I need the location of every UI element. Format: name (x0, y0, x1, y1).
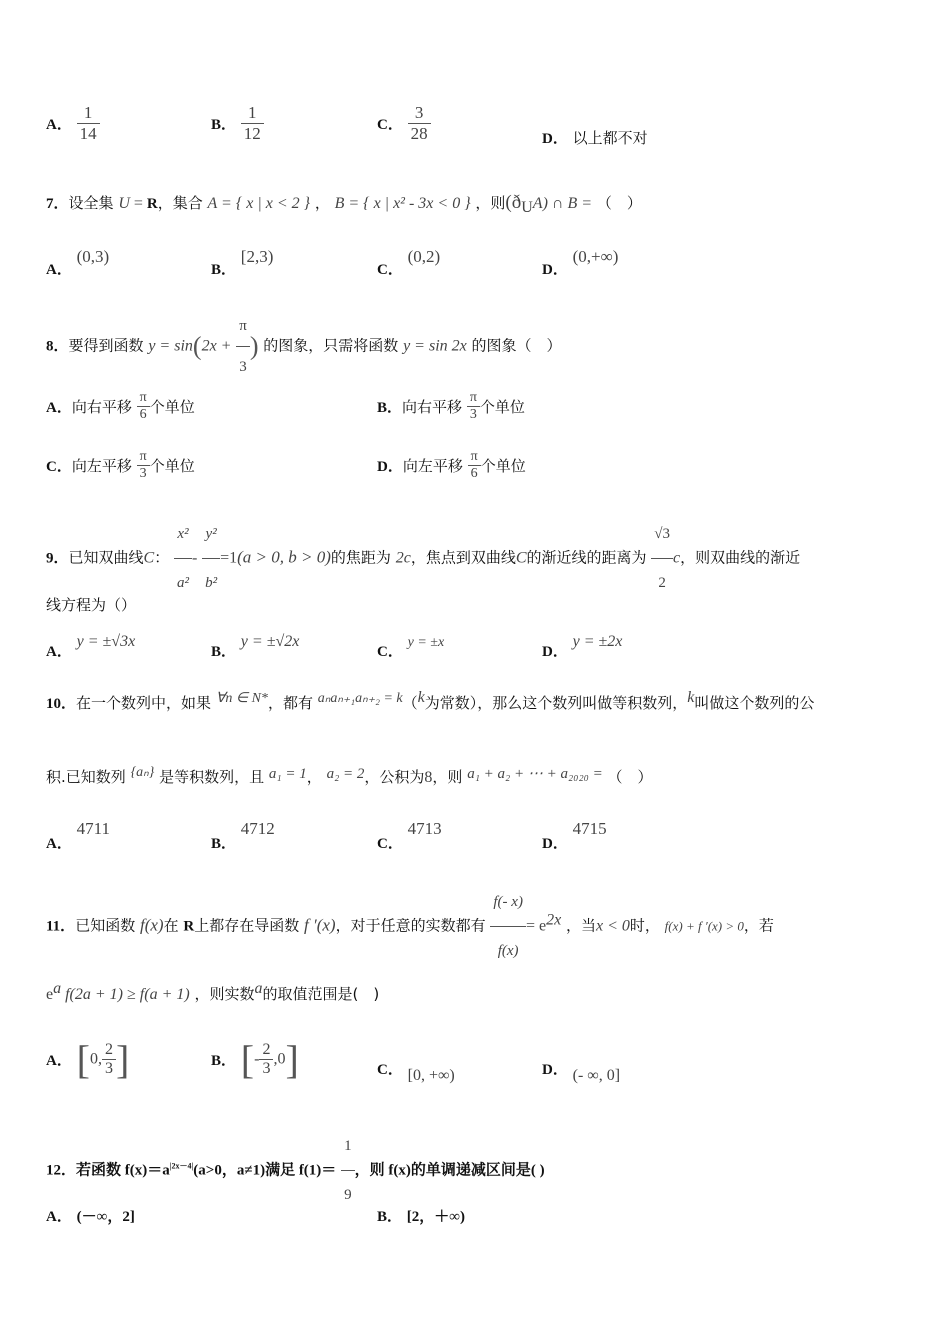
option-label: D． (377, 459, 403, 475)
option-label: B． (211, 262, 237, 278)
math-fx: f(x) (139, 915, 164, 935)
q6-option-d (542, 127, 648, 148)
q10-option-a (46, 818, 110, 852)
option-text: 个单位 (480, 457, 526, 475)
option-label: B． (211, 117, 237, 133)
q9-stem (46, 510, 800, 607)
stem-text: ，则 (432, 768, 463, 786)
option-value: 4715 (572, 819, 607, 838)
math-seq: {aₙ} (130, 765, 155, 780)
math-op: - (192, 549, 198, 567)
option-value: y = ±2x (572, 633, 623, 650)
option-value: y = ±√2x (240, 633, 300, 650)
q11-option-c (377, 1064, 455, 1085)
stem-text: 的图象（ ） (471, 336, 562, 355)
stem-text: ，当 (565, 916, 596, 935)
math-r: R (146, 196, 158, 212)
math-op: = e (525, 917, 547, 935)
q11-stem-line2 (46, 980, 379, 1004)
q11-option-b: B． [- $\frac{2}{3}$ ,0] (211, 1037, 299, 1082)
math-r: R (183, 918, 195, 935)
stem-text: ， (306, 768, 322, 786)
math-u: U (118, 195, 130, 212)
option-label: B． (211, 644, 237, 660)
math-exp: a (53, 980, 62, 997)
stem-text: ，则实数 (194, 985, 255, 1003)
q6-option-a (46, 103, 100, 144)
q8-option-d (377, 449, 526, 482)
q7-option-a (46, 246, 110, 278)
math-a2: a₂ = 2 (326, 766, 365, 782)
stem-text: ： (154, 548, 170, 567)
math-a1: a₁ = 1 (268, 766, 307, 782)
question-number: 9． (46, 550, 69, 567)
option-label: A． (46, 644, 72, 660)
fraction: $\frac{\text{y²}}{\text{b²}}$ (202, 510, 220, 607)
option-text: 向左平移 (71, 457, 132, 475)
math-c: C (515, 549, 527, 567)
fraction: $\frac{2}{3}$ (102, 1041, 116, 1078)
stem-text: 在一个数列中，如果 (76, 694, 212, 712)
stem-text: ，则 (475, 194, 506, 212)
fraction: $\frac{f(- x)}{f(x)}$ (490, 878, 526, 975)
math-func: y = sin 2x (403, 337, 467, 355)
q9-option-b (211, 630, 300, 660)
option-label: D． (542, 262, 568, 278)
option-text: 向右平移 (402, 398, 463, 416)
q10-option-c (377, 818, 442, 852)
stem-text: 已知函数 (75, 916, 136, 935)
option-value: 4712 (240, 819, 275, 838)
q10-stem (46, 689, 815, 713)
option-label: D． (542, 131, 568, 147)
math-func: 2x + (201, 337, 232, 355)
math-c: c (673, 549, 681, 567)
option-value: 4711 (76, 819, 110, 838)
q10-option-b (211, 818, 275, 852)
fraction: $\frac{1}{9}$ (341, 1122, 355, 1219)
option-label: C． (377, 117, 403, 133)
stem-text: 时， (629, 916, 660, 935)
option-label: A． (46, 400, 72, 416)
fraction: $\frac{\pi}{6}$ (137, 390, 150, 423)
fraction: $\frac{\pi}{3}$ (236, 306, 250, 387)
option-value: (0,2) (407, 247, 441, 266)
fraction: $\frac{\pi}{6}$ (468, 449, 481, 482)
option-label: A． (46, 836, 72, 852)
option-value: (0,+∞) (572, 247, 619, 266)
math-forall: ∀n ∈ N* (215, 691, 268, 706)
option-label: A． (46, 1053, 72, 1069)
fraction: $\frac{\pi}{3}$ (467, 390, 480, 423)
q11-option-a: A． [0, $\frac{2}{3}$ ] (46, 1037, 130, 1082)
answer-paren: （ ） (596, 194, 642, 212)
option-value: [2，＋∞) (406, 1209, 465, 1225)
stem-text: 积.已知数列 (46, 768, 126, 786)
option-label: D． (542, 836, 568, 852)
option-value: y = ±√3x (76, 633, 136, 650)
q12-option-b (377, 1205, 465, 1226)
fraction: $\frac{\text{x²}}{\text{a²}}$ (174, 510, 192, 607)
math-c: C (143, 549, 155, 567)
math-product: aₙaₙ₊₁aₙ₊₂ = k (317, 691, 403, 706)
option-label: A． (46, 117, 72, 133)
stem-text: ，都有 (267, 694, 313, 712)
stem-text: (a>0，a≠1)满足 f(1)＝ (193, 1162, 337, 1179)
question-number: 12． (46, 1162, 77, 1179)
stem-text: 是等积数列，且 (159, 768, 265, 786)
q7-option-c (377, 246, 441, 278)
stem-text: 若函数 f(x)＝a (76, 1162, 170, 1179)
set-a: A = { x | x < 2 } (207, 195, 311, 212)
q6-option-c (377, 103, 431, 144)
stem-text: ，集合 (157, 194, 203, 212)
math-eight: 8 (424, 769, 433, 786)
math-sum: a₁ + a₂ + ⋯ + a₂₀₂₀ = (467, 766, 603, 782)
option-label: A． (46, 262, 72, 278)
stem-text: 在 (163, 916, 179, 935)
fraction: $\frac{3}{28}$ (408, 103, 431, 144)
option-text: 向右平移 (71, 398, 132, 416)
option-label: C． (377, 644, 403, 660)
stem-text: 为常数），那么这个数列叫做等积数列， (424, 694, 688, 712)
option-label: C． (46, 459, 72, 475)
option-label: B． (377, 1209, 403, 1225)
math-cond: (a > 0, b > 0) (237, 547, 331, 567)
question-number: 10． (46, 696, 77, 712)
stem-text: ，则 f(x)的单调递减区间是( ) (354, 1162, 545, 1179)
q10-stem-line2 (46, 766, 653, 787)
stem-text: 的图象，只需将函数 (263, 336, 399, 355)
math-2c: 2c (395, 549, 411, 567)
question-number: 7． (46, 196, 69, 212)
q8-option-c (46, 449, 195, 482)
q12-option-a (46, 1205, 135, 1226)
fraction: $\frac{1}{14}$ (77, 103, 100, 144)
math-e: e (46, 986, 54, 1003)
stem-text: 上都存在导函数 (194, 916, 300, 935)
stem-text: （ (402, 694, 418, 712)
math-expr: A) ∩ B = (532, 195, 593, 212)
answer-paren: （ ） (607, 768, 653, 786)
complement-symbol: (ð (505, 192, 522, 213)
math-fpx: f ′(x) (304, 915, 336, 935)
stem-text: ， (314, 194, 330, 212)
math-ineq: f(x) + f ′(x) > 0 (664, 918, 744, 934)
question-number: 11． (46, 918, 76, 935)
q8-stem: 8．要得到函数 y = sin(2x + $\frac{\pi}{3}$ ) 的图象，只需将函数 y = sin 2x 的图象（ ） (46, 306, 562, 387)
option-text: 个单位 (149, 398, 195, 416)
math-exp: |2x－4| (169, 1161, 194, 1171)
stem-text: 已知双曲线 (68, 548, 144, 567)
option-label: C． (377, 836, 403, 852)
math-cond: f(2a + 1) ≥ f(a + 1) (61, 986, 190, 1003)
option-value: (－∞，2] (76, 1209, 135, 1225)
math-func: y = sin (148, 337, 193, 355)
option-text: 以上都不对 (572, 129, 648, 147)
stem-text: 的焦距为 (330, 548, 391, 567)
math-op: =1 (220, 549, 238, 567)
q7-stem: 7．设全集 U = R，集合 A = { x | x < 2 } ， B = { x | x² - 3x < 0 } ，则$(ð_UA)$ ∩ B = （ ） (46, 192, 642, 216)
stem-text: 要得到函数 (68, 336, 144, 355)
option-text: 向左平移 (402, 457, 463, 475)
stem-text: 设全集 (68, 194, 114, 212)
option-label: B． (211, 836, 237, 852)
option-value: (- ∞, 0] (572, 1067, 621, 1084)
stem-text: 的取值范围是( ) (262, 985, 380, 1003)
set-b: B = { x | x² - 3x < 0 } (334, 195, 471, 212)
option-value: [0, +∞) (407, 1067, 455, 1084)
option-value: 0, (89, 1050, 102, 1068)
option-label: D． (542, 1062, 568, 1078)
stem-text: ，焦点到双曲线 (410, 548, 516, 567)
q9-option-a (46, 630, 136, 660)
option-label: C． (377, 1062, 403, 1078)
q11-stem (46, 878, 774, 975)
fraction: $\frac{1}{12}$ (241, 103, 264, 144)
q6-option-b (211, 103, 264, 144)
option-text: 个单位 (479, 398, 525, 416)
stem-text: ，对于任意的实数都有 (335, 916, 486, 935)
stem-text: 叫做这个数列的公 (694, 694, 815, 712)
option-label: C． (377, 262, 403, 278)
option-value: - (254, 1050, 260, 1068)
q8-option-a (46, 390, 195, 423)
option-value: (0,3) (76, 247, 110, 266)
fraction: $\frac{√3}{2}$ (651, 510, 673, 607)
option-label: B． (211, 1053, 237, 1069)
q8-option-b (377, 390, 525, 423)
option-label: D． (542, 644, 568, 660)
stem-text: ，则双曲线的渐近 (680, 548, 801, 567)
q9-option-d (542, 630, 623, 660)
q11-option-d (542, 1064, 620, 1085)
q9-option-c (377, 630, 445, 660)
option-value: y = ±x (407, 635, 445, 650)
option-label: B． (377, 400, 403, 416)
question-number: 8． (46, 338, 69, 355)
math-k: k (417, 689, 425, 706)
option-label: A． (46, 1209, 72, 1225)
math-a: a (254, 980, 263, 997)
math-k: k (687, 689, 695, 706)
fraction: $\frac{2}{3}$ (259, 1041, 273, 1078)
option-value: 4713 (407, 819, 442, 838)
stem-text: 的渐近线的距离为 (526, 548, 647, 567)
q7-option-d (542, 246, 619, 278)
complement-sub: U (521, 199, 533, 216)
q10-option-d (542, 818, 607, 852)
stem-text: ，公积为 (364, 768, 425, 786)
math-cond: x < 0 (595, 917, 630, 935)
option-value: ,0 (273, 1050, 286, 1068)
option-text: 个单位 (149, 457, 195, 475)
q9-stem-line2: 线方程为（） (46, 596, 137, 614)
stem-text: ，若 (743, 916, 774, 935)
math-exp: 2x (546, 911, 562, 929)
fraction: $\frac{\pi}{3}$ (137, 449, 150, 482)
option-value: [2,3) (240, 247, 274, 266)
q7-option-b (211, 246, 274, 278)
